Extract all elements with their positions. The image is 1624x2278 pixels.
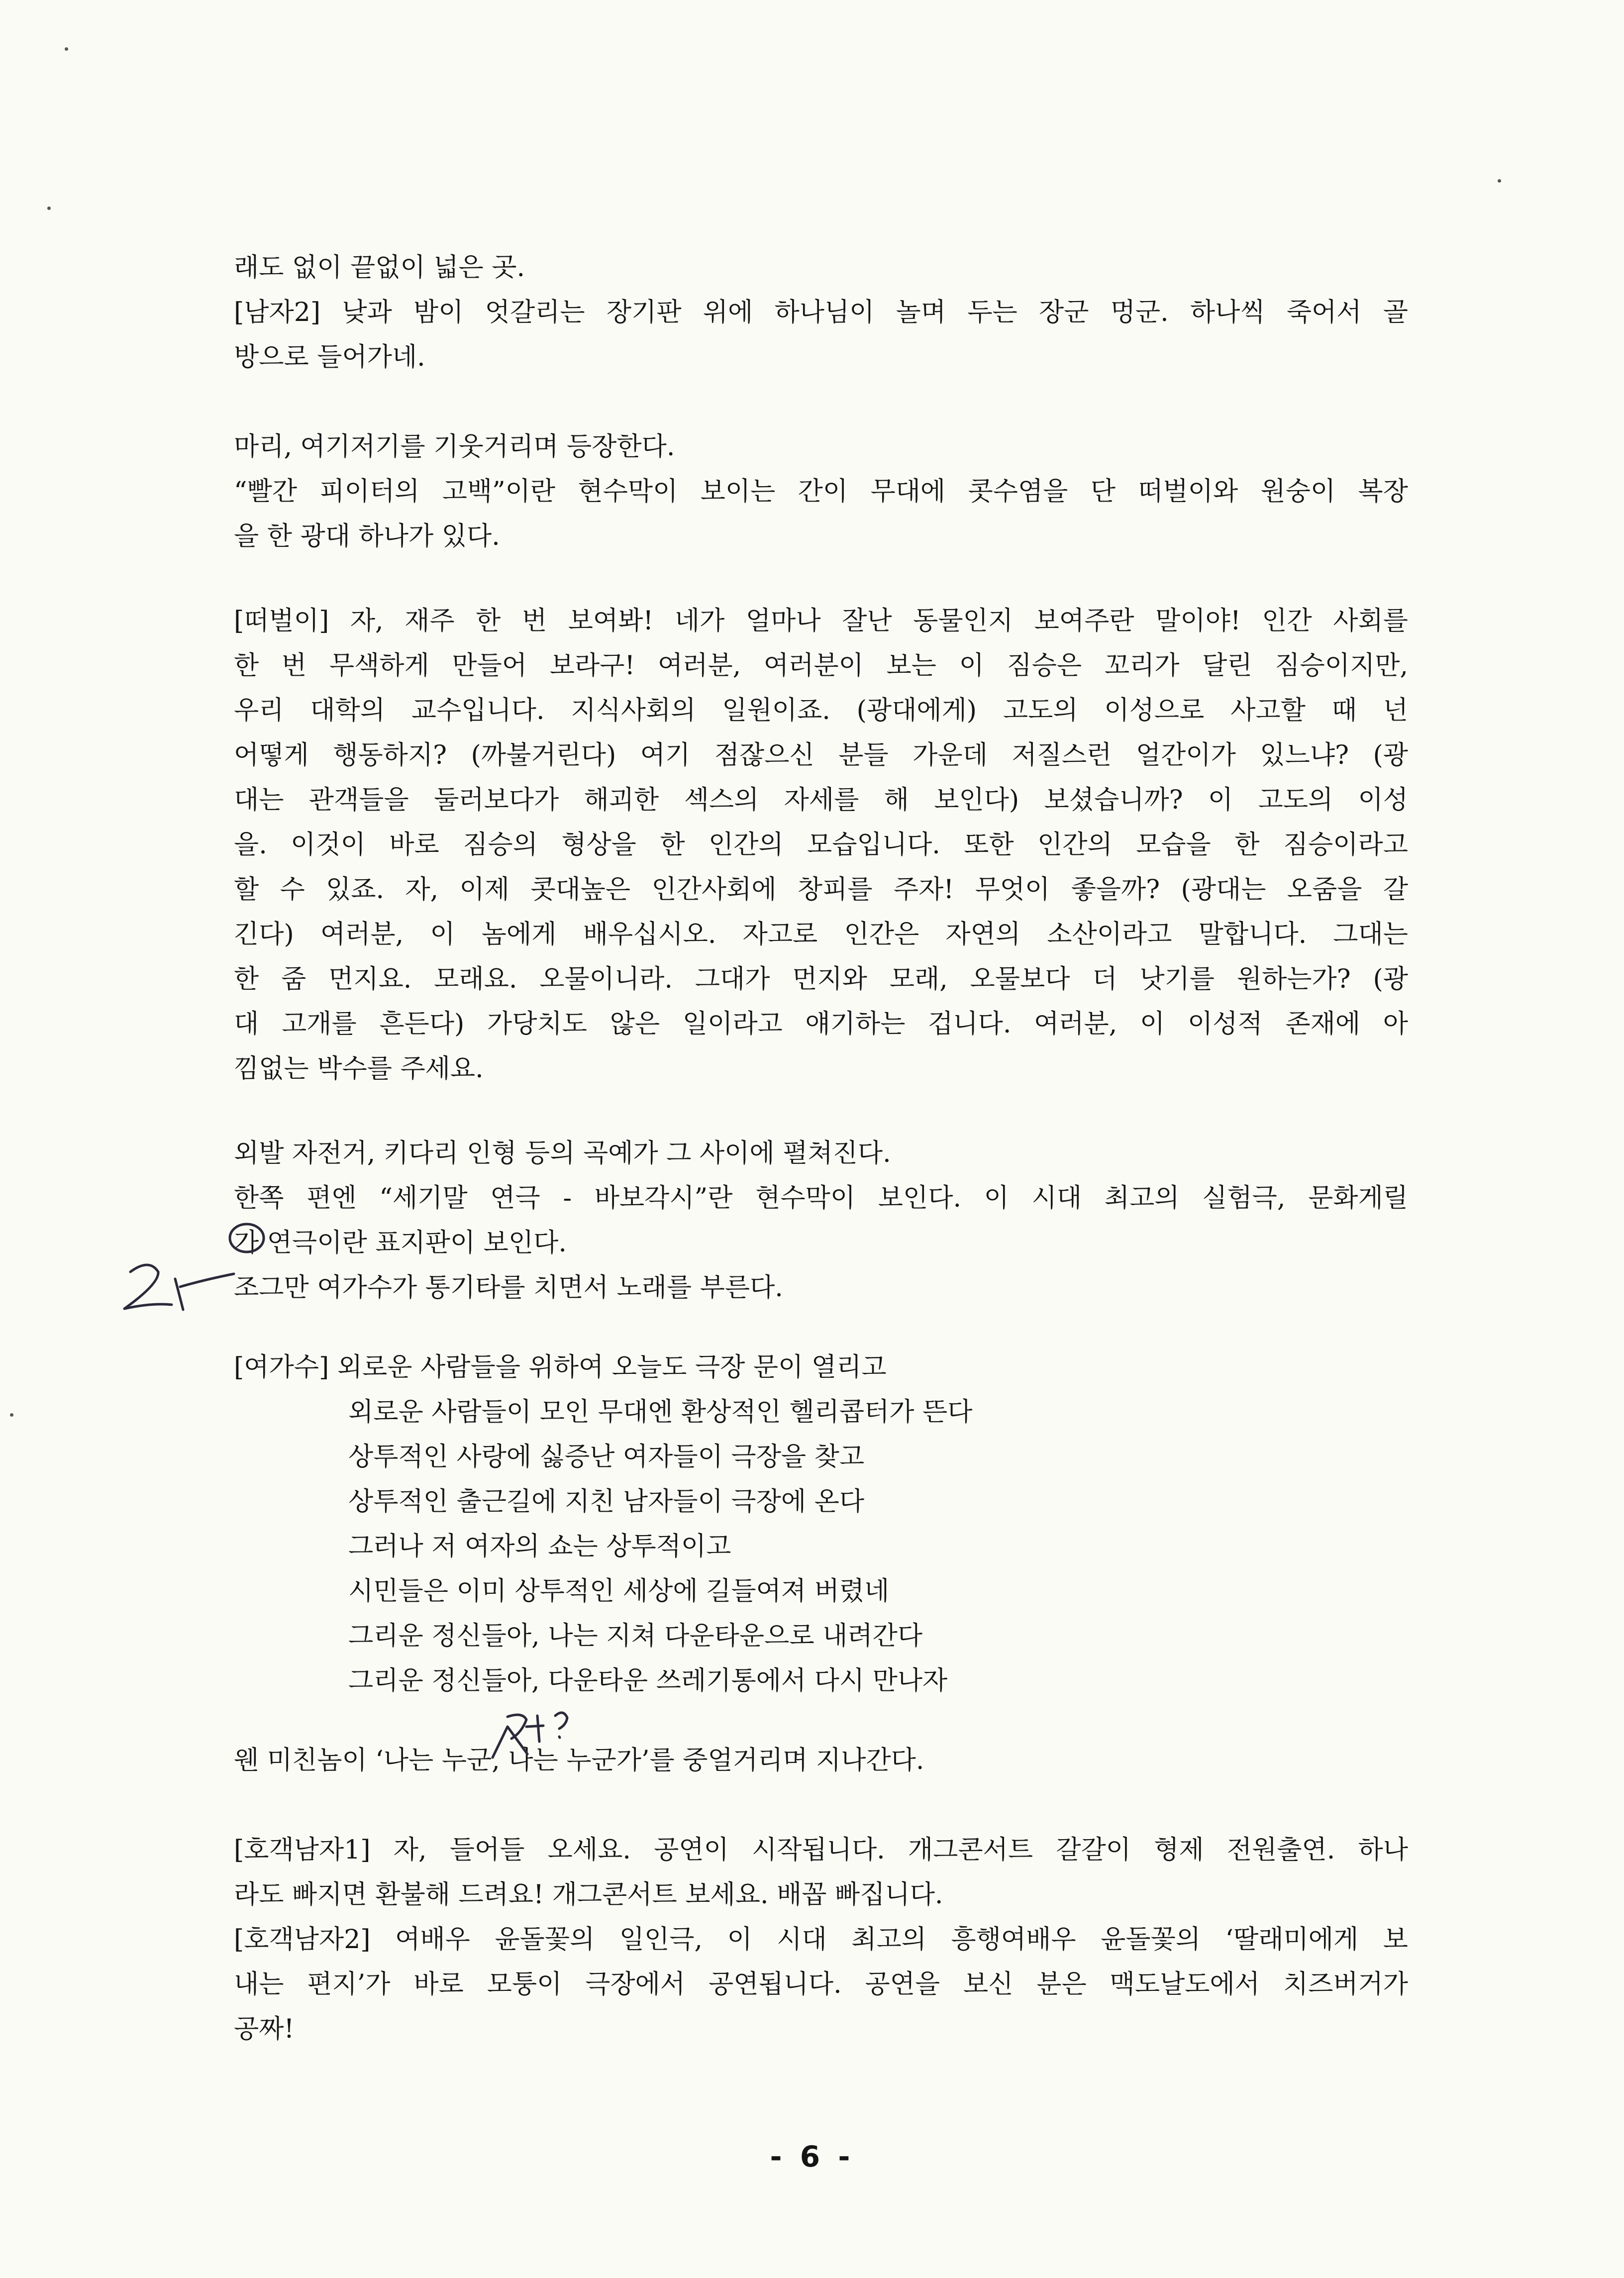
lyric-line: 그리운 정신들아, 다운타운 쓰레기통에서 다시 만나자 — [348, 1666, 948, 1696]
text-line: “빨간 피이터의 고백”이란 현수막이 보이는 간이 무대에 콧수염을 단 떠벌이와 원숭이 복장 — [234, 477, 1408, 507]
lyric-line: 외로운 사람들이 모인 무대엔 환상적인 헬리콥터가 뜬다 — [348, 1397, 973, 1427]
text-line: 대 고개를 흔든다) 가당치도 않은 일이라고 얘기하는 겁니다. 여러분, 이 이성적 존재에 아 — [234, 1009, 1408, 1039]
lyric-line: 시민들은 이미 상투적인 세상에 길들여져 버렸네 — [348, 1576, 890, 1606]
text-line: 한 줌 먼지요. 모래요. 오물이니라. 그대가 먼지와 모래, 오물보다 더 낫기를 원하는가? (광 — [234, 964, 1408, 994]
text-line: 조그만 여가수가 통기타를 치면서 노래를 부른다. — [234, 1273, 783, 1303]
text-line: 마리, 여기저기를 기웃거리며 등장한다. — [234, 432, 675, 462]
lyric-line: 상투적인 사랑에 싫증난 여자들이 극장을 찾고 — [348, 1442, 865, 1472]
text-line: 한 번 무색하게 만들어 보라구! 여러분, 여러분이 보는 이 짐승은 꼬리가 달린 짐승이지만, — [234, 651, 1408, 681]
text-line: 할 수 있죠. 자, 이제 콧대높은 인간사회에 창피를 주자! 무엇이 좋을까? (광대는 오줌을 갈 — [234, 875, 1408, 905]
text-line: 외발 자전거, 키다리 인형 등의 곡예가 그 사이에 펼쳐진다. — [234, 1139, 891, 1168]
insertion-caret-mark — [493, 1727, 527, 1758]
text-line: 어떻게 행동하지? (까불거린다) 여기 점잖으신 분들 가운데 저질스런 얼간이가 있느냐? (광 — [234, 740, 1408, 770]
text-line: 내는 편지’가 바로 모퉁이 극장에서 공연됩니다. 공연을 보신 분은 맥도날도에서 치즈버거가 — [234, 1969, 1408, 1999]
text-line: 웬 미친놈이 ‘나는 누군, 나는 누군가’를 중얼거리며 지나간다. — [234, 1746, 924, 1775]
text-line: 가 연극이란 표지판이 보인다. — [234, 1228, 567, 1258]
text-line: [호객남자1] 자, 들어들 오세요. 공연이 시작됩니다. 개그콘서트 갈갈이 형제 전원출연. 하나 — [234, 1835, 1408, 1865]
lyric-line: 그러나 저 여자의 쇼는 상투적이고 — [348, 1532, 731, 1561]
text-line: 낌없는 박수를 주세요. — [234, 1054, 484, 1084]
text-line: 방으로 들어가네. — [234, 342, 425, 372]
text-line: 긴다) 여러분, 이 놈에게 배우십시오. 자고로 인간은 자연의 소산이라고 말합니다. 그대는 — [234, 920, 1408, 949]
text-line: 한쪽 편엔 “세기말 연극 - 바보각시”란 현수막이 보인다. 이 시대 최고의 실험극, 문화게릴 — [234, 1183, 1408, 1213]
text-line: 라도 빠지면 환불해 드려요! 개그콘서트 보세요. 배꼽 빠집니다. — [234, 1880, 943, 1910]
text-line: 우리 대학의 교수입니다. 지식사회의 일원이죠. (광대에게) 고도의 이성으로 사고할 때 넌 — [234, 696, 1408, 725]
lyric-line: 그리운 정신들아, 나는 지쳐 다운타운으로 내려간다 — [348, 1621, 923, 1651]
margin-note-mark — [175, 1274, 234, 1310]
lyric-line: 상투적인 출근길에 지친 남자들이 극장에 온다 — [348, 1487, 865, 1517]
text-line: 을. 이것이 바로 짐승의 형상을 한 인간의 모습입니다. 또한 인간의 모습을 한 짐승이라고 — [234, 830, 1408, 860]
text-line: [여가수] 외로운 사람들을 위하여 오늘도 극장 문이 열리고 — [234, 1352, 887, 1382]
text-line: 공짜! — [234, 2014, 295, 2044]
circled-syllable-mark — [230, 1224, 264, 1252]
text-line: 래도 없이 끝없이 넓은 곳. — [234, 253, 525, 283]
text-line: [떠벌이] 자, 재주 한 번 보여봐! 네가 얼마나 잘난 동물인지 보여주란 말이야! 인간 사회를 — [234, 606, 1408, 636]
margin-note-mark — [124, 1265, 172, 1309]
text-line: [호객남자2] 여배우 윤돌꽃의 일인극, 이 시대 최고의 흥행여배우 윤돌꽃의 ‘딸래미에게 보 — [234, 1925, 1408, 1955]
text-line: [남자2] 낮과 밤이 엇갈리는 장기판 위에 하나님이 놀며 두는 장군 멍군. 하나씩 죽어서 골 — [234, 298, 1408, 327]
text-line: 대는 관객들을 둘러보다가 해괴한 섹스의 자세를 해 보인다) 보셨습니까? 이 고도의 이성 — [234, 785, 1408, 815]
page-number: - 6 - — [770, 2140, 854, 2174]
text-line: 을 한 광대 하나가 있다. — [234, 521, 500, 551]
